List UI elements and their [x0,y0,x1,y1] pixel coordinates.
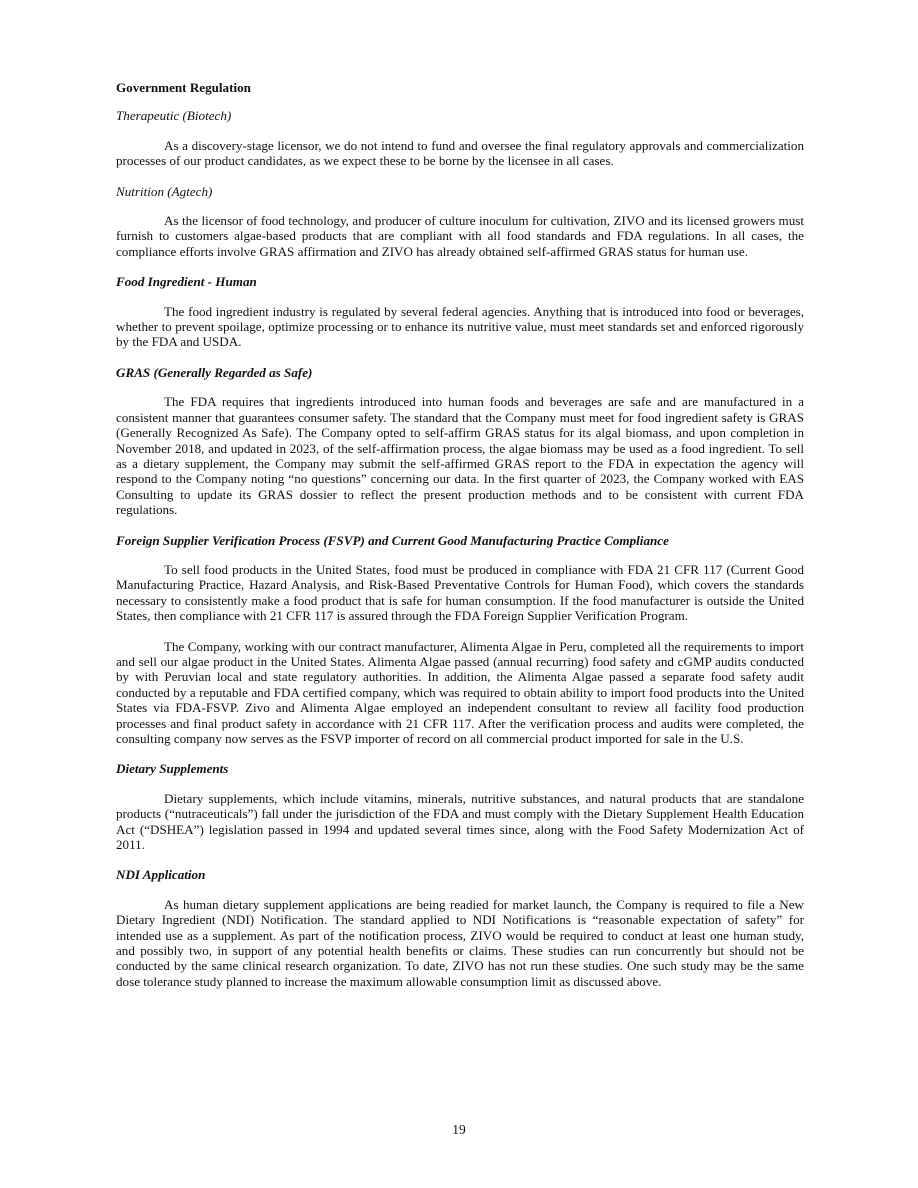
paragraph-therapeutic: As a discovery-stage licensor, we do not intend to fund and oversee the final regulatory approvals and commercialization processes of our product candidates, as we expect these to be borne by the licensee in all cases. [116,137,804,169]
paragraph-fsvp-1: To sell food products in the United States, food must be produced in compliance with FDA 21 CFR 117 (Current Good Manufacturing Practice, Hazard Analysis, and Risk-Based Preventative Controls for Human Food), which covers the standards necessary to consistently make a food product that is safe for human consumption. If the food manufacturer is outside the United States, then compliance with 21 CFR 117 is assured through the FDA Foreign Supplier Verification Program. [116,561,804,624]
paragraph-fsvp-2: The Company, working with our contract manufacturer, Alimenta Algae in Peru, completed all the requirements to import and sell our algae product in the United States. Alimenta Algae passed (annual recurring) food safety and cGMP audits conducted by with Peruvian local and state regulatory authorities. In addition, the Alimenta Algae passed a separate food safety audit conducted by a reputable and FDA certified company, which was required to obtain ability to import food products into the United States via FDA-FSVP. Zivo and Alimenta Algae employed an independent consultant to review all facility food production processes and final product safety in accordance with 21 CFR 117. After the verification process and audits were completed, the consulting company now serves as the FSVP importer of record on all commercial product imported for sale in the U.S. [116,638,804,746]
paragraph-gras: The FDA requires that ingredients introduced into human foods and beverages are safe and are manufactured in a consistent manner that guarantees consumer safety. The standard that the Company must meet for food ingredient safety is GRAS (Generally Recognized As Safe). The Company opted to self-affirm GRAS status for its algal biomass, and upon completion in November 2018, and updated in 2023, of the self-affirmation process, the algae biomass may be used as a food ingredient. To sell as a dietary supplement, the Company may submit the self-affirmed GRAS report to the FDA in expectation the agency will respond to the Company noting “no questions” concerning our data. In the first quarter of 2023, the Company worked with EAS Consulting to update its GRAS dossier to reflect the present production methods and to be consistent with current FDA regulations. [116,394,804,518]
subheading-ndi: NDI Application [116,867,206,883]
page-number: 19 [452,1122,466,1137]
document-page [116,80,804,1004]
paragraph-ndi: As human dietary supplement applications are being readied for market launch, the Company is required to file a New Dietary Ingredient (NDI) Notification. The standard applied to NDI Notifications is “reasonable expectation of safety” for intended use as a supplement. As part of the notification process, ZIVO would be required to conduct at least one human study, and possibly two, in support of any potential health benefits or claims. These studies can run concurrently but should not be conducted by the same clinical research organization. To date, ZIVO has not run these studies. One such study may be the same dose tolerance study planned to increase the maximum allowable consumption limit as discussed above. [116,896,804,989]
paragraph-food-ingredient: The food ingredient industry is regulated by several federal agencies. Anything that is introduced into food or beverages, whether to prevent spoilage, optimize processing or to enhance its nutritive value, must meet standards set and enforced rigorously by the FDA and USDA. [116,303,804,350]
subheading-therapeutic: Therapeutic (Biotech) [116,108,232,124]
subheading-fsvp: Foreign Supplier Verification Process (FSVP) and Current Good Manufacturing Practice Compliance [116,532,669,548]
paragraph-dietary-supplements: Dietary supplements, which include vitamins, minerals, nutritive substances, and natural products that are standalone products (“nutraceuticals”) fall under the jurisdiction of the FDA and must comply with the Dietary Supplement Health Education Act (“DSHEA”) legislation passed in 1994 and updated several times since, along with the Food Safety Modernization Act of 2011. [116,790,804,853]
paragraph-nutrition: As the licensor of food technology, and producer of culture inoculum for cultivation, ZIVO and its licensed growers must furnish to customers algae-based products that are compliant with all food standards and FDA regulations. In all cases, the compliance efforts involve GRAS affirmation and ZIVO has already obtained self-affirmed GRAS status for human use. [116,213,804,259]
subheading-nutrition: Nutrition (Agtech) [116,183,213,199]
section-title: Government Regulation [116,80,251,95]
subheading-dietary-supplements: Dietary Supplements [116,761,229,777]
subheading-food-ingredient: Food Ingredient - Human [116,274,257,290]
subheading-gras: GRAS (Generally Regarded as Safe) [116,364,313,380]
